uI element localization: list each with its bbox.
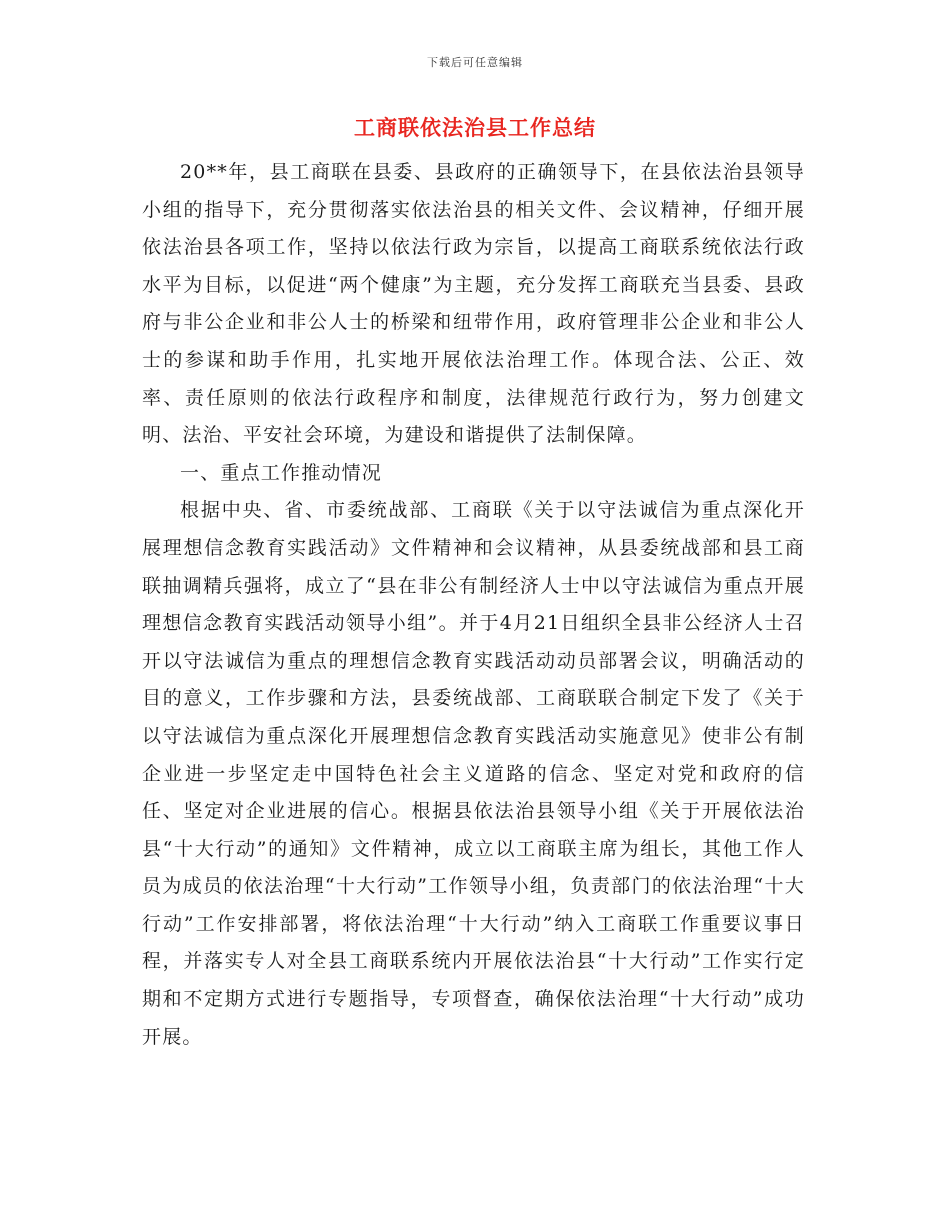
paragraph-section-1: 根据中央、省、市委统战部、工商联《关于以守法诚信为重点深化开展理想信念教育实践活动》文件精神和会议精神，从县委统战部和县工商联抽调精兵强将，成立了“县在非公有制经济人士中以守法诚信为重点开展理想信念教育实践活动领导小组”。并于4月21日组织全县非公经济人士召开以守法诚信为重点的理想信念教育实践活动动员部署会议，明确活动的目的意义，工作步骤和方法，县委统战部、工商联联合制定下发了《关于以守法诚信为重点深化开展理想信念教育实践活动实施意见》使非公有制企业进一步坚定走中国特色社会主义道路的信念、坚定对党和政府的信任、坚定对企业进展的信心。根据县依法治县领导小组《关于开展依法治县“十大行动”的通知》文件精神，成立以工商联主席为组长，其他工作人员为成员的依法治理“十大行动”工作领导小组，负责部门的依法治理“十大行动”工作安排部署，将依法治理“十大行动”纳入工商联工作重要议事日程，并落实专人对全县工商联系统内开展依法治县“十大行动”工作实行定期和不定期方式进行专题指导，专项督查，确保依法治理“十大行动”成功开展。 [142, 499, 805, 1048]
document-body [142, 154, 805, 1056]
document-title: 工商联依法治县工作总结 [354, 115, 596, 140]
header-note: 下载后可任意编辑 [427, 56, 523, 69]
section-heading: 一、重点工作推动情况 [180, 461, 383, 484]
paragraph-intro: 20**年，县工商联在县委、县政府的正确领导下，在县依法治县领导小组的指导下，充分贯彻落实依法治县的相关文件、会议精神，仔细开展依法治县各项工作，坚持以依法行政为宗旨，以提高工商联系统依法行政水平为目标，以促进“两个健康”为主题，充分发挥工商联充当县委、县政府与非公企业和非公人士的桥梁和纽带作用，政府管理非公企业和非公人士的参谋和助手作用，扎实地开展依法治理工作。体现合法、公正、效率、责任原则的依法行政程序和制度，法律规范行政行为，努力创建文明、法治、平安社会环境，为建设和谐提供了法制保障。 [142, 161, 805, 447]
